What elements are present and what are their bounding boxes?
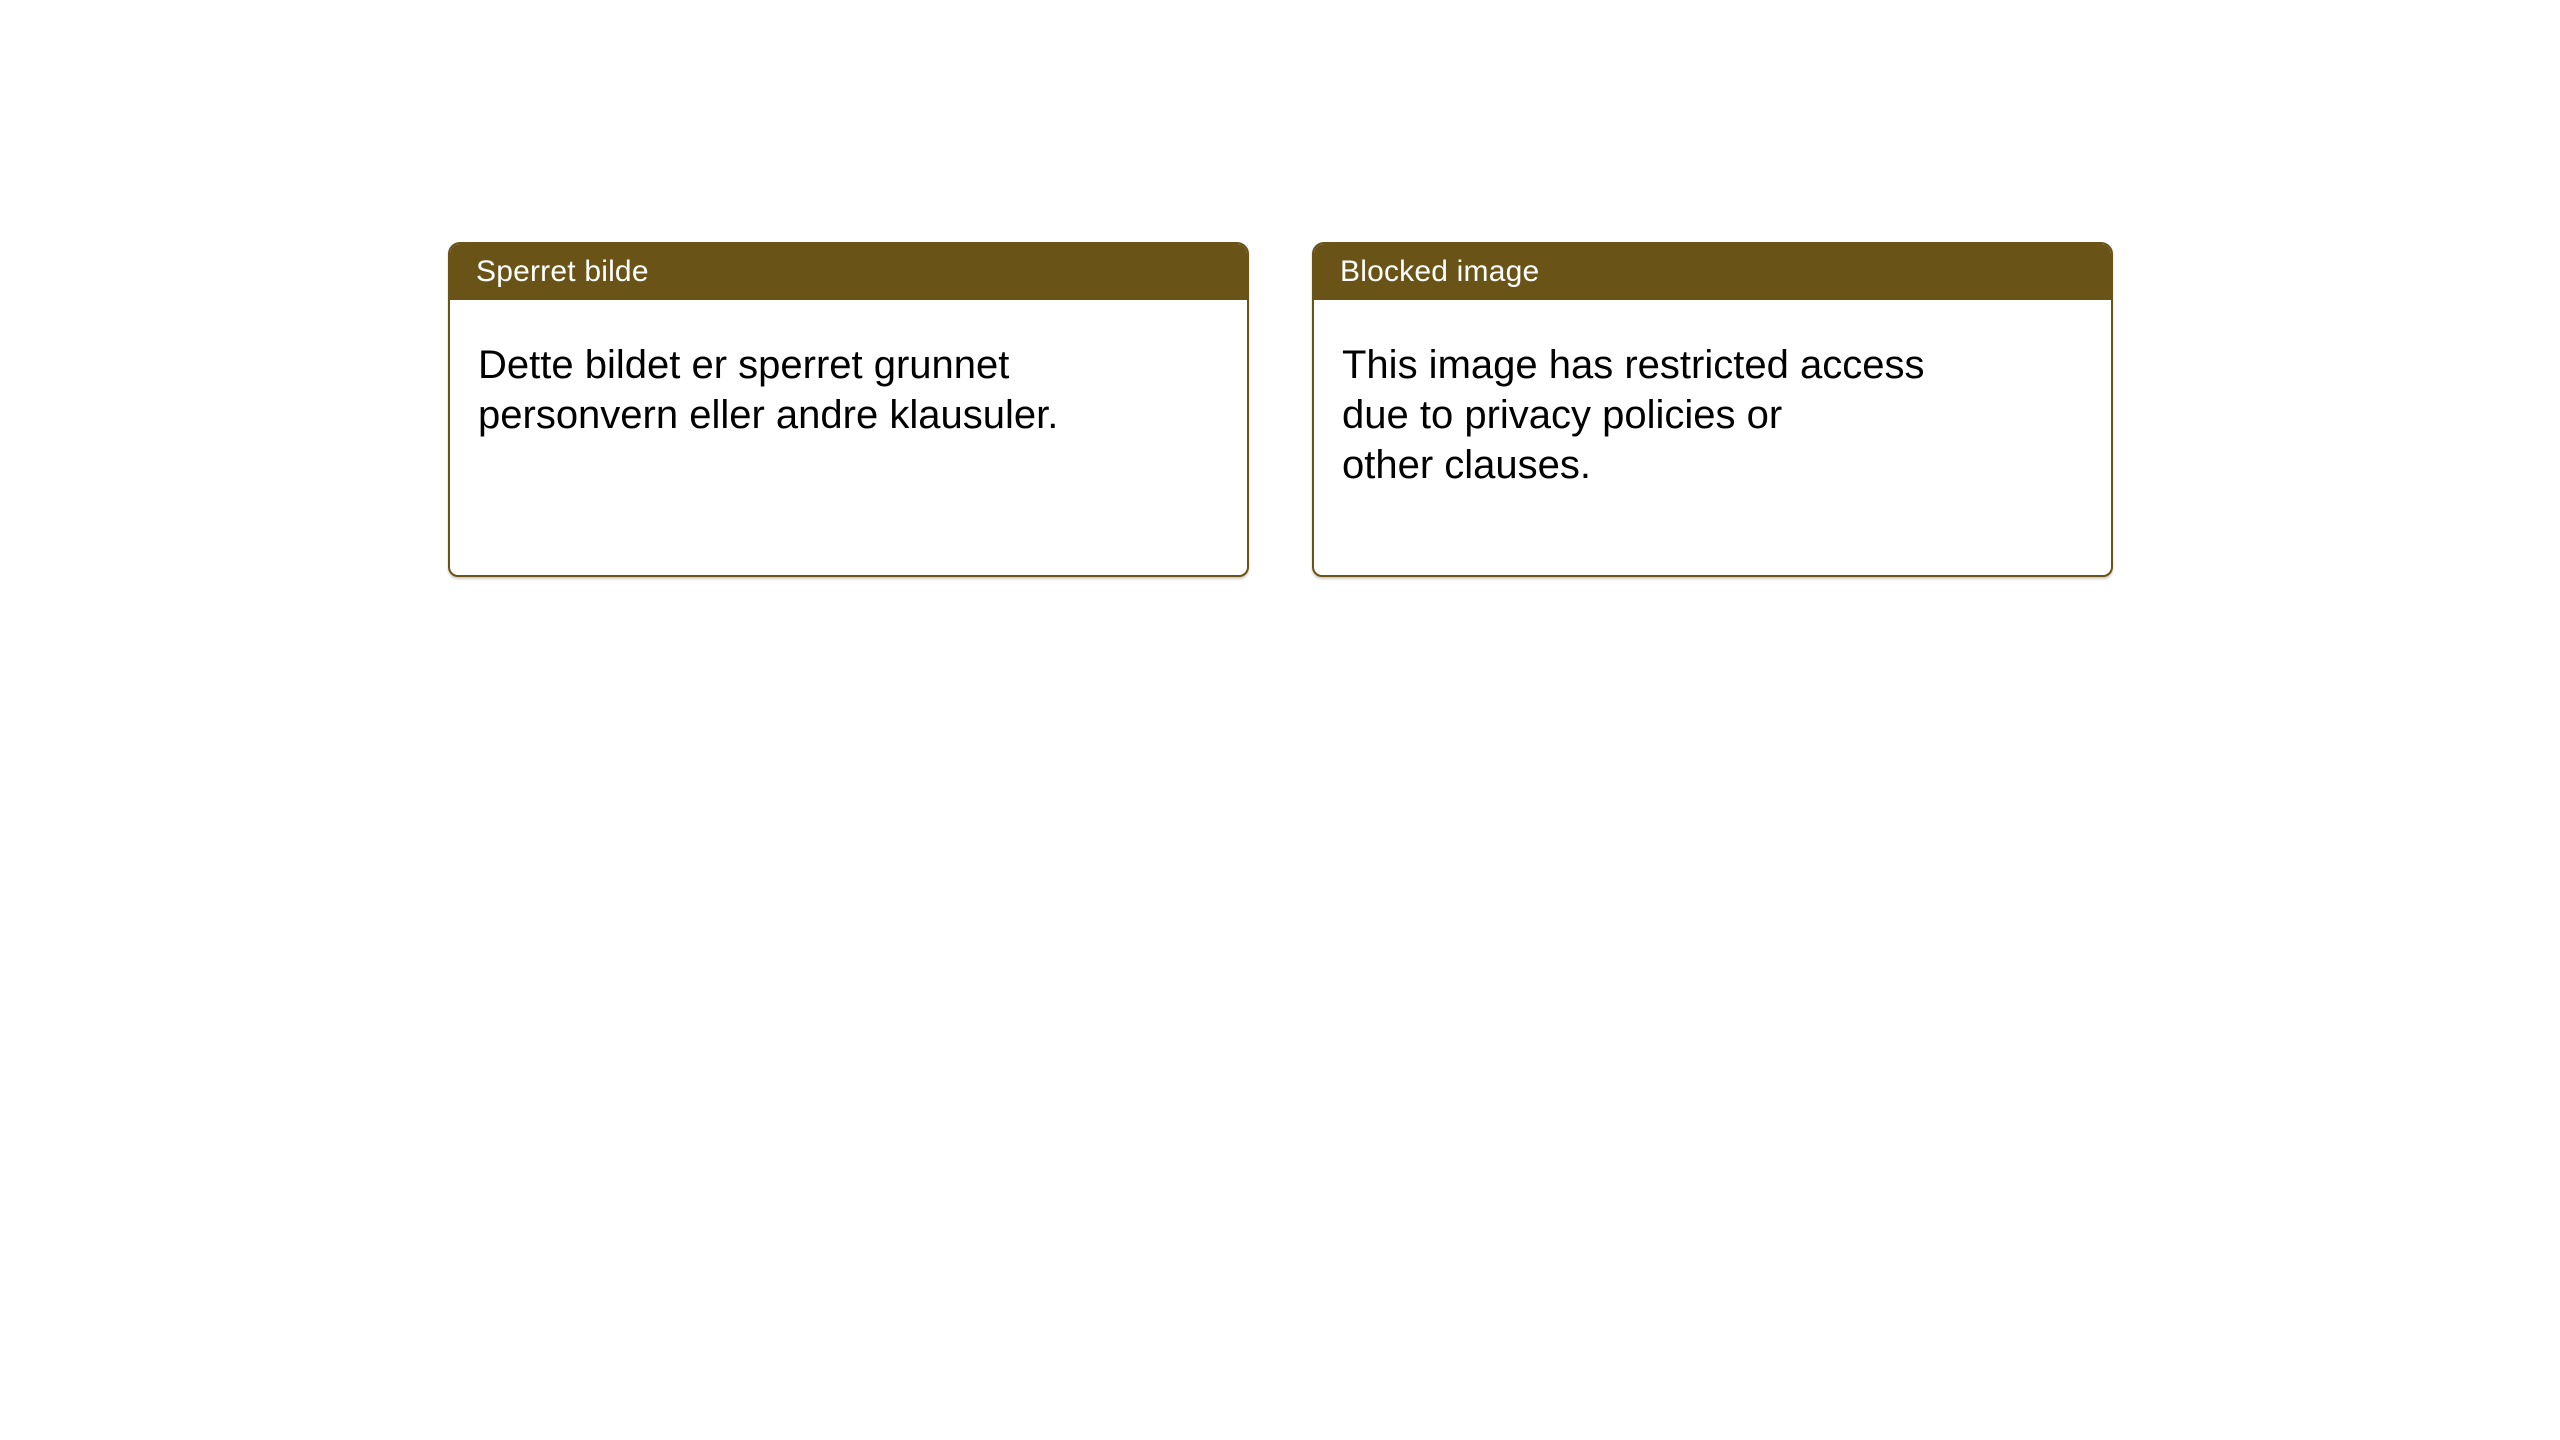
card-body-line: due to privacy policies or	[1342, 393, 1783, 437]
card-header	[1314, 244, 2111, 300]
card-body-line: other clauses.	[1342, 443, 1592, 487]
blocked-image-card-norwegian	[448, 242, 1249, 577]
card-body-line: Dette bildet er sperret grunnet	[478, 343, 1010, 387]
card-body-line: personvern eller andre klausuler.	[478, 393, 1059, 437]
card-title: Blocked image	[1340, 255, 1540, 288]
card-body	[450, 300, 1247, 480]
card-body	[1314, 300, 2111, 530]
blocked-image-card-english	[1312, 242, 2113, 577]
card-body-line: This image has restricted access	[1342, 343, 1925, 387]
card-header	[450, 244, 1247, 300]
card-title: Sperret bilde	[476, 255, 649, 288]
